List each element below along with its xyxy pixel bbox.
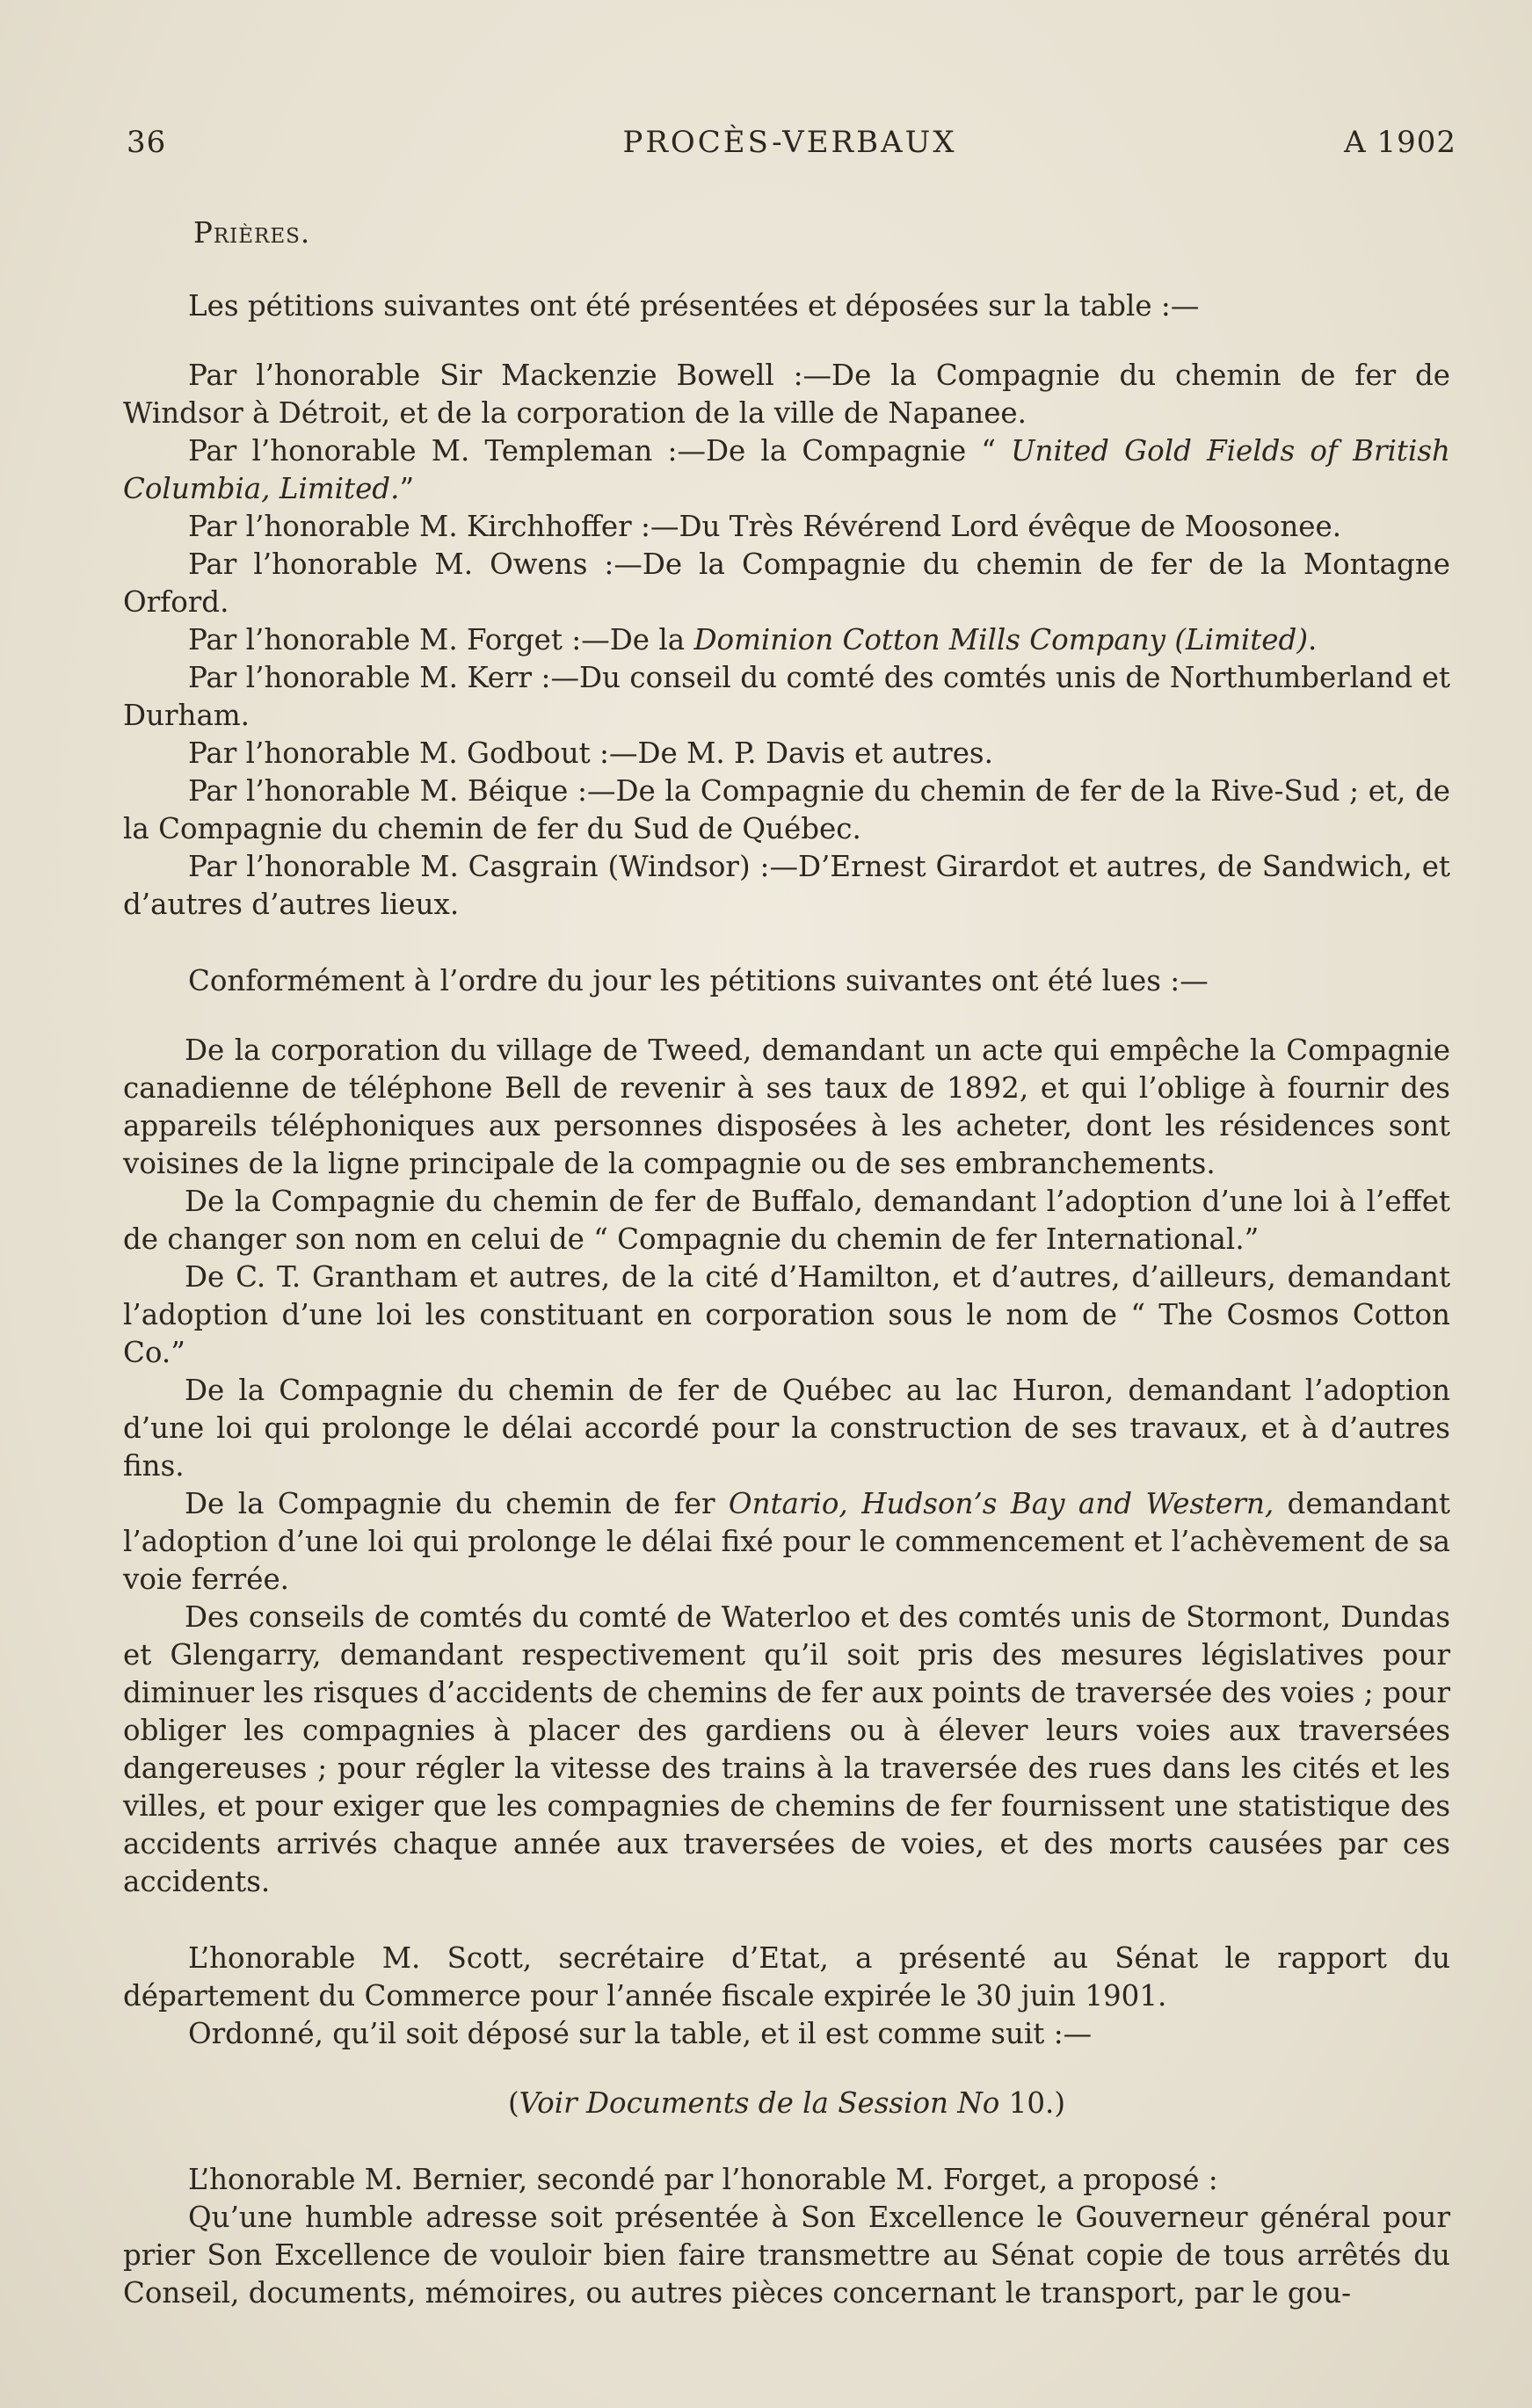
- petition-item: Par l’honorable Sir Mackenzie Bowell :—De la Compagnie du chemin de fer de Windsor à Détroit, et de la corporation de la ville de Napanee.: [123, 359, 1450, 430]
- document-reference: (Voir Documents de la Session No 10.): [507, 2086, 1066, 2120]
- petition-read-item: Des conseils de comtés du comté de Waterloo et des comtés unis de Stormont, Dundas et Glengarry, demandant respectivement qu’il soit pris des mesures législatives pour diminuer les risques d’accidents de chemins de fer aux points de traversée des voies ; pour obliger les compagnies à placer des gardiens ou à élever leurs voies aux traversées dangereuses ; pour régler la vitesse des trains à la traversée des rues dans les cités et les villes, et pour exiger que les compagnies de chemins de fer fournissent une statistique des accidents arrivés chaque année aux traversées de voies, et des morts causées par ces accidents.: [123, 1600, 1450, 1898]
- petitions-read-intro: Conformément à l’ordre du jour les pétitions suivantes ont été lues :—: [188, 964, 1209, 997]
- petition-item: Par l’honorable M. Templeman :—De la Compagnie “ United Gold Fields of British Columbia, Limited.”: [123, 434, 1450, 505]
- petition-read-item: De C. T. Grantham et autres, de la cité d’Hamilton, et d’autres, d’ailleurs, demandant l’adoption d’une loi les constituant en corporation sous le nom de “ The Cosmos Cotton Co.”: [123, 1260, 1450, 1369]
- section-heading-prieres: Prières.: [193, 216, 311, 250]
- petition-item: Par l’honorable M. Owens :—De la Compagnie du chemin de fer de la Montagne Orford.: [123, 548, 1450, 619]
- session-year: A 1902: [1344, 125, 1456, 160]
- scott-report-paragraph: L’honorable M. Scott, secrétaire d’Etat, a présenté au Sénat le rapport du département du Commerce pour l’année fiscale expirée le 30 juin 1901.: [123, 1941, 1450, 2013]
- petition-read-item: De la Compagnie du chemin de fer Ontario, Hudson’s Bay and Western, demandant l’adoption d’une loi qui prolonge le délai fixé pour le commencement et l’achèvement de sa voie ferrée.: [123, 1487, 1450, 1596]
- page-number: 36: [127, 125, 167, 160]
- petition-read-item: De la Compagnie du chemin de fer de Québec au lac Huron, demandant l’adoption d’une loi qui prolonge le délai accordé pour la construction de ses travaux, et à d’autres fins.: [123, 1374, 1450, 1483]
- running-header: [123, 125, 1456, 167]
- petition-read-item: De la Compagnie du chemin de fer de Buffalo, demandant l’adoption d’une loi à l’effet de changer son nom en celui de “ Compagnie du chemin de fer International.”: [123, 1185, 1450, 1256]
- petition-item: Par l’honorable M. Forget :—De la Dominion Cotton Mills Company (Limited).: [188, 623, 1318, 656]
- petition-item: Par l’honorable M. Kirchhoffer :—Du Très Révérend Lord évêque de Moosonee.: [188, 510, 1342, 543]
- petition-item: Par l’honorable M. Casgrain (Windsor) :—D’Ernest Girardot et autres, de Sandwich, et d’autres d’autres lieux.: [123, 850, 1450, 921]
- petitions-read-list: [123, 1032, 1450, 1901]
- ordonne-paragraph: Ordonné, qu’il soit déposé sur la table, et il est comme suit :—: [188, 2017, 1093, 2050]
- humble-address-paragraph: Qu’une humble adresse soit présentée à Son Excellence le Gouverneur général pour prier Son Excellence de vouloir bien faire transmettre au Sénat copie de tous arrêtés du Conseil, documents, mémoires, ou autres pièces concernant le transport, par le gou-: [123, 2201, 1450, 2310]
- page-body: [123, 214, 1450, 2312]
- petitions-presented-list: [123, 357, 1450, 924]
- bernier-motion: L’honorable M. Bernier, secondé par l’honorable M. Forget, a proposé :: [188, 2163, 1218, 2196]
- petition-read-item: De la corporation du village de Tweed, demandant un acte qui empêche la Compagnie canadienne de téléphone Bell de revenir à ses taux de 1892, et qui l’oblige à fournir des appareils téléphoniques aux personnes disposées à les acheter, dont les résidences sont voisines de la ligne principale de la compagnie ou de ses embranchements.: [123, 1034, 1450, 1180]
- petition-item: Par l’honorable M. Béique :—De la Compagnie du chemin de fer de la Rive-Sud ; et, de la Compagnie du chemin de fer du Sud de Québec.: [123, 774, 1450, 845]
- petition-item: Par l’honorable M. Kerr :—Du conseil du comté des comtés unis de Northumberland et Durham.: [123, 661, 1450, 732]
- running-title: PROCÈS-VERBAUX: [622, 125, 957, 160]
- petition-item: Par l’honorable M. Godbout :—De M. P. Davis et autres.: [188, 736, 993, 770]
- petitions-intro: Les pétitions suivantes ont été présentées et déposées sur la table :—: [188, 289, 1200, 323]
